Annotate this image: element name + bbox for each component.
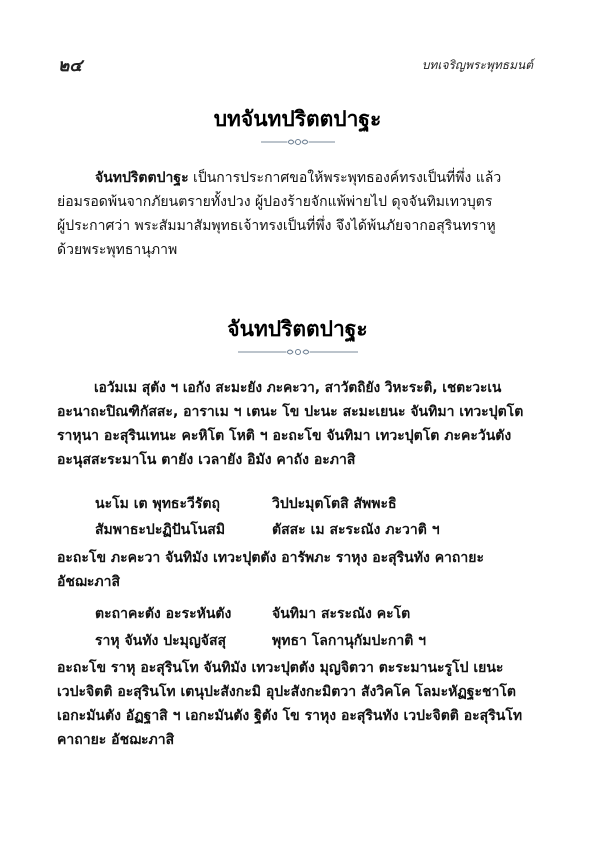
verse1-line1-b: วิปปะมุตโตสิ สัพพะธิ	[272, 496, 397, 512]
chant-p3-line-2: เวปะจิตติ อะสุรินโท เตนุปะสังกะมิ อุปะสังกะมิตวา สังวิคโค โลมะหัฏฐะชาโต	[57, 684, 516, 700]
intro-line-3: ผู้ประกาศว่า พระสัมมาสัมพุทธเจ้าทรงเป็นที่พึ่ง จึงได้พ้นภัยจากอสุรินทราหู	[57, 218, 496, 234]
intro-term: จันทปริตตปาฐะ	[95, 170, 189, 186]
chant-p2-line-2: อัชฌะภาสิ	[57, 574, 121, 590]
chant-p1-line-4: อะนุสสะระมาโน ตายัง เวลายัง อิมัง คาถัง อะภาสิ	[57, 452, 356, 468]
chant-p3-line-3: เอกะมันตัง อัฏฐาสิ ฯ เอกะมันตัง ฐิตัง โข ราหุง อะสุรินทัง เวปะจิตติ อะสุรินโท	[57, 708, 523, 724]
chant-p2-line-1: อะถะโข ภะคะวา จันทิมัง เทวะปุตตัง อารัพภะ ราหุง อะสุรินทัง คาถายะ	[57, 550, 484, 566]
verse2-line2-b: พุทธา โลกานุกัมปะกาติ ฯ	[272, 633, 427, 649]
verse1-line2-a: สัมพาธะปะฏิปันโนสมิ	[95, 522, 226, 538]
chant-p3-line-1: อะถะโข ราหุ อะสุรินโท จันทิมัง เทวะปุตตัง มุญจิตวา ตะระมานะรูโป เยนะ	[57, 660, 504, 676]
running-title: บทเจริญพระพุทธมนต์	[421, 58, 533, 72]
chant-paragraph-1	[57, 376, 539, 472]
intro-line-1	[57, 166, 539, 190]
chant-paragraph-3	[57, 656, 539, 752]
verse2-line1-a: ตะถาคะตัง อะระหันตัง	[95, 606, 232, 622]
section-title: บทจันทปริตตปาฐะ	[213, 107, 382, 131]
title-ornament	[0, 136, 595, 148]
page-number: ๒๔	[58, 56, 83, 76]
chant-p3-line-4: คาถายะ อัชฌะภาสิ	[57, 732, 175, 748]
intro-line-1-rest: เป็นการประกาศขอให้พระพุทธองค์ทรงเป็นที่พึ่ง แล้ว	[193, 170, 502, 186]
verse2-line1-b: จันทิมา สะระณัง คะโต	[272, 606, 411, 622]
chant-p1-line-1: เอวัมเม สุตัง ฯ เอกัง สะมะยัง ภะคะวา, สาวัตถิยัง วิหะระติ, เชตะวะเน	[94, 380, 502, 396]
chant-title: จันทปริตตปาฐะ	[227, 317, 368, 341]
intro-paragraph	[57, 166, 539, 262]
chant-p1-line-3: ราหุนา อะสุรินเทนะ คะหิโต โหติ ฯ อะถะโข จันทิมา เทวะปุตโต ภะคะวันตัง	[57, 428, 512, 444]
ornament-divider-icon	[261, 136, 335, 148]
verse1-line2-b: ตัสสะ เม สะระณัง ภะวาติ ฯ	[272, 522, 440, 538]
chant-paragraph-2	[57, 546, 539, 594]
intro-line-4: ด้วยพระพุทธานุภาพ	[57, 242, 178, 258]
verse2-line2-a: ราหุ จันทัง ปะมุญจัสสุ	[95, 633, 227, 649]
chant-p1-line-2: อะนาถะปิณฑิกัสสะ, อาราเม ฯ เตนะ โข ปะนะ สะมะเยนะ จันทิมา เทวะปุตโต	[57, 404, 524, 420]
verse1-line1-a: นะโม เต พุทธะวีรัตถุ	[95, 496, 220, 512]
ornament-divider-icon	[238, 346, 358, 358]
page-header	[58, 50, 533, 80]
intro-line-2: ย่อมรอดพ้นจากภัยนตรายทั้งปวง ผู้ปองร้ายจักแพ้พ่ายไป ดุจจันทิมเทวบุตร	[57, 194, 493, 210]
chant-ornament	[0, 346, 595, 358]
